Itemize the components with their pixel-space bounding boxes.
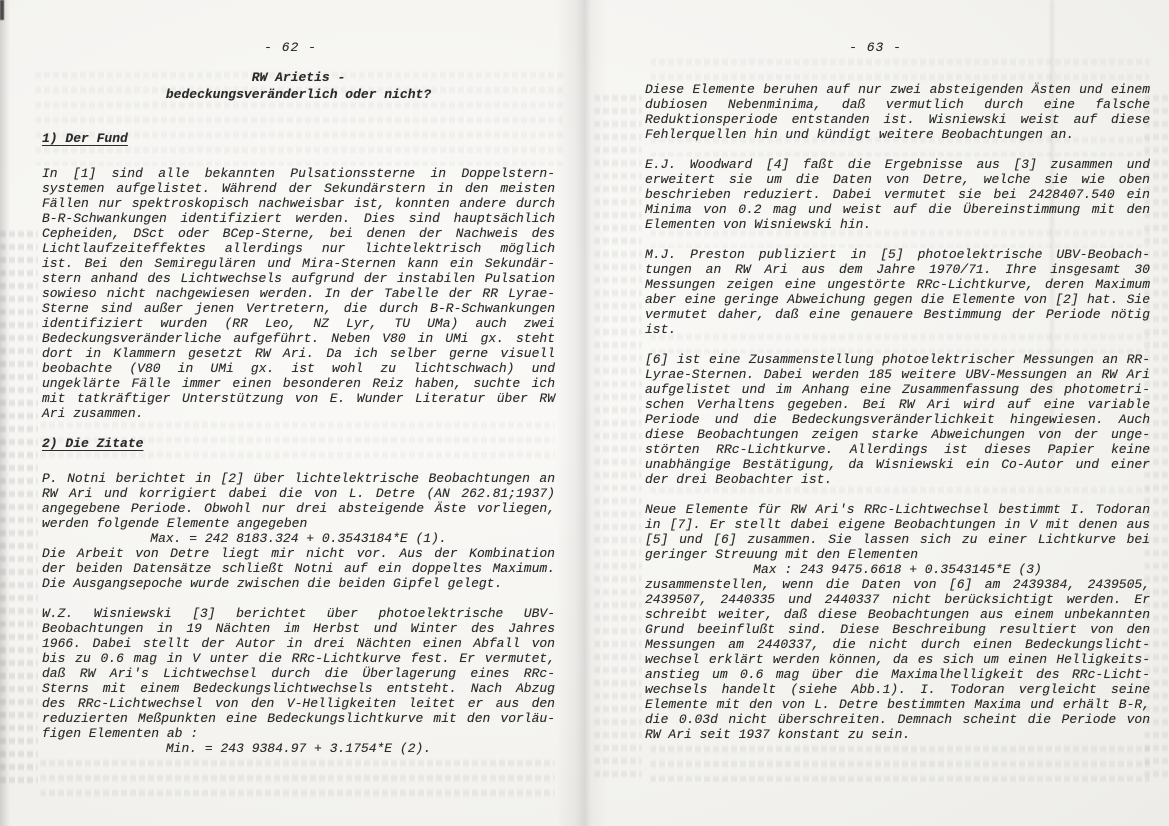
page-body bbox=[645, 82, 1150, 742]
text-line: Fehlerquellen hin und kündigt weitere Beobachtungen an. bbox=[645, 127, 1075, 142]
text-line: dubiosen Nebenminima, daß vermutlich durch eine falsche bbox=[645, 97, 1150, 112]
text-line: Die Ausgangsepoche wurde zwischen die beiden Gipfel gelegt. bbox=[42, 576, 503, 591]
text-line: die 0.03d nicht überschreiten. Demnach scheint die Periode von bbox=[645, 712, 1150, 727]
paragraph bbox=[42, 606, 555, 741]
text-line: schreibt weiter, daß diese Beobachtungen aus einem unbekannten bbox=[645, 607, 1150, 622]
text-line: Grund beeinflußt sind. Diese Beschreibung resultiert von den bbox=[645, 622, 1150, 637]
text-line: B-R-Schwankungen identifiziert werden. Dies sind hauptsächlich bbox=[42, 211, 555, 226]
page-63 bbox=[585, 0, 1169, 826]
formula: Max : 243 9475.6618 + 0.3543145*E (3) bbox=[753, 562, 1042, 577]
text-line: W.Z. Wisniewski [3] berichtet über photoelektrische UBV- bbox=[42, 606, 555, 621]
text-line: Messungen zeigen eine ungestörte RRc-Lichtkurve, deren Maximum bbox=[645, 277, 1150, 292]
paragraph bbox=[645, 82, 1150, 142]
formula: Min. = 243 9384.97 + 3.1754*E (2). bbox=[165, 741, 432, 756]
text-line: vermutet daher, daß eine genauere Bestimmung der Periode nötig bbox=[645, 307, 1150, 322]
text-line: der beiden Datensätze schließt Notni auf ein doppeltes Maximum. bbox=[42, 561, 555, 576]
text-line: RW Ari seit 1937 konstant zu sein. bbox=[645, 727, 911, 742]
text-line: erweitert sie um die Daten von Detre, welche sie wie oben bbox=[645, 172, 1150, 187]
text-line: störten RRc-Lichtkurve. Allerdings ist dieses Papier keine bbox=[645, 442, 1150, 457]
text-line: Periode und die Bedeckungsveränderlichkeit hingewiesen. Auch bbox=[645, 412, 1150, 427]
text-line: mit tatkräftiger Unterstützung von E. Wunder Literatur über RW bbox=[42, 391, 555, 406]
text-line: 1966. Dabei stellt der Autor in drei Nächten einen Abfall von bbox=[42, 636, 555, 651]
text-line: Neue Elemente für RW Ari's RRc-Lichtwechsel bestimmt I. Todoran bbox=[645, 502, 1150, 517]
text-line: figen Elementen ab : bbox=[42, 726, 199, 741]
text-line: zusammenstellen, wenn die Daten von [6] am 2439384, 2439505, bbox=[645, 577, 1150, 592]
scan-corner-mark bbox=[0, 0, 4, 20]
text-line: Ari zusammen. bbox=[42, 406, 144, 421]
heading: 2) Die Zitate bbox=[42, 436, 144, 451]
text-line: wechsel erklärt werden können, da es sich um einen Helligkeits- bbox=[645, 652, 1150, 667]
text-line: Sterns mit einem Bedeckungslichtwechsels entsteht. Nach Abzug bbox=[42, 681, 555, 696]
text-line: Lyrae-Sternen. Dabei werden 185 weitere UBV-Messungen an RW Ari bbox=[645, 367, 1150, 382]
text-line: 2439507, 2440335 und 2440337 nicht berücksichtigt werden. Er bbox=[645, 592, 1150, 607]
text-line: werden folgende Elemente angegeben bbox=[42, 516, 308, 531]
text-line: aber eine geringe Abweichung gegen die Elemente von [2] hat. Sie bbox=[645, 292, 1150, 307]
page-number: - 62 - bbox=[264, 40, 317, 55]
text-line: daß RW Ari's Lichtwechsel durch die Überlagerung eines RRc- bbox=[42, 666, 555, 681]
text-line: Elemente mit den von L. Detre bestimmten Maxima und erhält B-R, bbox=[645, 697, 1150, 712]
text-line: der drei Beobachter ist. bbox=[645, 472, 833, 487]
text-line: M.J. Preston publiziert in [5] photoelektrische UBV-Beobach- bbox=[645, 247, 1150, 262]
text-line: Minima von 0.2 mag und weist auf die Übereinstimmung mit den bbox=[645, 202, 1150, 217]
paragraph bbox=[645, 502, 1150, 562]
text-line: wechsels handelt (siehe Abb.1). I. Todoran vergleicht seine bbox=[645, 682, 1150, 697]
text-line: RW Ari und korrigiert dabei die von L. Detre (AN 262.81;1937) bbox=[42, 486, 555, 501]
text-line: angegebene Periode. Obwohl nur drei absteigende Äste vorliegen, bbox=[42, 501, 555, 516]
paragraph bbox=[645, 157, 1150, 232]
text-line: bis zu 0.6 mag in V unter die RRc-Lichtkurve fest. Er vermutet, bbox=[42, 651, 555, 666]
page-number: - 63 - bbox=[849, 40, 902, 55]
text-line: geringer Streuung mit den Elementen bbox=[645, 547, 919, 562]
text-line: unabhängige Bestätigung, da Wisniewski ein Co-Autor und einer bbox=[645, 457, 1150, 472]
text-line: ist. bbox=[645, 322, 677, 337]
text-line: systemen aufgelistet. Während der Sekundärstern in den meisten bbox=[42, 181, 555, 196]
text-line: Beobachtungen in 19 Nächten im Herbst und Winter des Jahres bbox=[42, 621, 555, 636]
text-line: reduzierten Meßpunkten eine Bedeckungslichtkurve mit den vorläu- bbox=[42, 711, 555, 726]
paragraph bbox=[42, 471, 555, 531]
text-line: identifiziert wurden (RR Leo, NZ Lyr, TU UMa) auch zwei bbox=[42, 316, 555, 331]
text-line: ist. Bei den Semiregulären und Mira-Sternen kann ein Sekundär- bbox=[42, 256, 555, 271]
text-line: Elementen von Wisniewski hin. bbox=[645, 217, 872, 232]
text-line: aufgelistet und im Anhang eine Zusammenfassung des photometri- bbox=[645, 382, 1150, 397]
text-line: In [1] sind alle bekannten Pulsationssterne in Doppelstern- bbox=[42, 166, 555, 181]
text-line: Reduktionsperiode entstanden ist. Wisniewski weist auf diese bbox=[645, 112, 1150, 127]
text-line: Diese Elemente beruhen auf nur zwei absteigenden Ästen und einem bbox=[645, 82, 1150, 97]
page-body bbox=[42, 131, 555, 756]
article-title-line1: RW Arietis - bbox=[251, 70, 346, 85]
paragraph bbox=[645, 247, 1150, 337]
text-line: in [7]. Er stellt dabei eigene Beobachtungen in V mit denen aus bbox=[645, 517, 1150, 532]
text-line: [5] und [6] zusammen. Sie lassen sich zu einer Lichtkurve bei bbox=[645, 532, 1150, 547]
text-line: stern anhand des Lichtwechsels aufgrund der instabilen Pulsation bbox=[42, 271, 555, 286]
text-line: Die Arbeit von Detre liegt mir nicht vor. Aus der Kombination bbox=[42, 546, 555, 561]
text-line: beschrieben reduziert. Dabei vermutet sie bei 2428407.540 ein bbox=[645, 187, 1150, 202]
text-line: schen Verhaltens gegeben. Bei RW Ari wird auf eine variable bbox=[645, 397, 1150, 412]
article-title bbox=[42, 69, 555, 103]
article-title-line2: bedeckungsveränderlich oder nicht? bbox=[165, 87, 432, 102]
text-line: Messungen am 2440337, die nicht durch einen Bedeckungslicht- bbox=[645, 637, 1150, 652]
text-line: E.J. Woodward [4] faßt die Ergebnisse aus [3] zusammen und bbox=[645, 157, 1150, 172]
scan-fold-streak bbox=[1050, 0, 1054, 470]
text-line: tungen an RW Ari aus dem Jahre 1970/71. Ihre insgesamt 30 bbox=[645, 262, 1150, 277]
text-line: ungeklärte Fälle immer einen besonderen Reiz haben, suchte ich bbox=[42, 376, 555, 391]
heading: 1) Der Fund bbox=[42, 131, 128, 146]
text-line: [6] ist eine Zusammenstellung photoelektrischer Messungen an RR- bbox=[645, 352, 1150, 367]
text-line: diese Beobachtungen zeigen starke Abweichungen von der unge- bbox=[645, 427, 1150, 442]
formula: Max. = 242 8183.324 + 0.3543184*E (1). bbox=[150, 531, 447, 546]
paragraph bbox=[42, 166, 555, 421]
text-line: Bedeckungsveränderliche aufgeführt. Neben V80 in UMi gx. steht bbox=[42, 331, 555, 346]
text-line: anstieg um 0.6 mag über die Maximalhelligkeit des RRc-Licht- bbox=[645, 667, 1150, 682]
text-line: des RRc-Lichtwechsel von den V-Helligkeiten leitet er aus den bbox=[42, 696, 555, 711]
text-line: Sterne sind außer jenen Vertretern, die durch B-R-Schwankungen bbox=[42, 301, 555, 316]
text-line: Fällen nur spektroskopisch nachweisbar ist, konnten andere durch bbox=[42, 196, 555, 211]
text-line: Cepheiden, DSct oder BCep-Sterne, bei denen der Nachweis des bbox=[42, 226, 555, 241]
text-line: dort in Klammern gesetzt RW Ari. Da ich selber gerne visuell bbox=[42, 346, 555, 361]
text-line: beobachte (V80 in UMi gx. ist wohl zu lichtschwach) und bbox=[42, 361, 555, 376]
text-line: P. Notni berichtet in [2] über lichtelektrische Beobachtungen an bbox=[42, 471, 555, 486]
paragraph bbox=[645, 352, 1150, 487]
paragraph bbox=[645, 577, 1150, 742]
paragraph bbox=[42, 546, 555, 591]
text-line: Lichtlaufzeiteffektes allerdings nur lichtelektrisch möglich bbox=[42, 241, 555, 256]
text-line: sowieso nicht nachgewiesen werden. In der Tabelle der RR Lyrae- bbox=[42, 286, 555, 301]
